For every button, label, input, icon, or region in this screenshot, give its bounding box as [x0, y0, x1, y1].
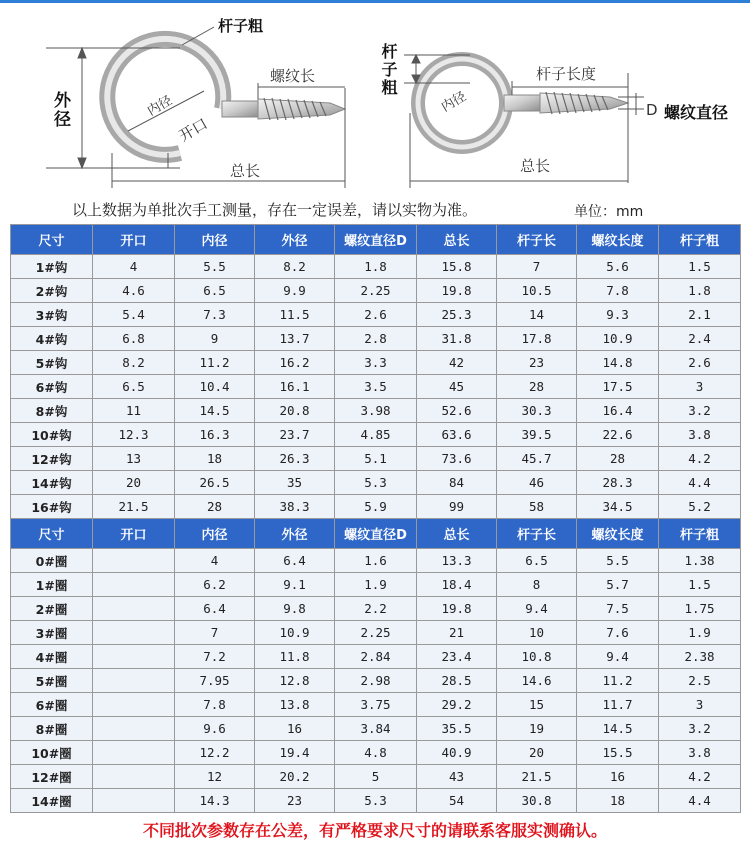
size-cell: 0#圈 [11, 549, 93, 573]
column-header: 尺寸 [11, 225, 93, 255]
value-cell: 3.75 [335, 693, 417, 717]
table-row [11, 399, 741, 423]
value-cell: 21.5 [497, 765, 577, 789]
value-cell [93, 741, 175, 765]
value-cell: 3 [659, 693, 741, 717]
value-cell: 13.3 [417, 549, 497, 573]
size-cell: 8#圈 [11, 717, 93, 741]
value-cell: 29.2 [417, 693, 497, 717]
value-cell: 1.5 [659, 573, 741, 597]
value-cell: 23.4 [417, 645, 497, 669]
value-cell: 18.4 [417, 573, 497, 597]
value-cell: 23.7 [255, 423, 335, 447]
column-header: 总长 [417, 519, 497, 549]
value-cell: 14.6 [497, 669, 577, 693]
value-cell: 52.6 [417, 399, 497, 423]
value-cell: 7.5 [577, 597, 659, 621]
value-cell: 6.4 [175, 597, 255, 621]
value-cell: 3.98 [335, 399, 417, 423]
value-cell: 8 [497, 573, 577, 597]
value-cell: 12.8 [255, 669, 335, 693]
value-cell: 6.4 [255, 549, 335, 573]
value-cell: 13 [93, 447, 175, 471]
value-cell: 5.3 [335, 789, 417, 813]
value-cell: 3.8 [659, 423, 741, 447]
value-cell: 21 [417, 621, 497, 645]
ring-table-body [11, 549, 741, 813]
table-row [11, 717, 741, 741]
value-cell: 5.5 [577, 549, 659, 573]
value-cell: 2.8 [335, 327, 417, 351]
value-cell: 28.3 [577, 471, 659, 495]
value-cell: 4.4 [659, 471, 741, 495]
value-cell: 20.2 [255, 765, 335, 789]
label-total-length-2: 总长 [520, 157, 551, 175]
table-row [11, 693, 741, 717]
label-thread-diameter: 螺纹直径 [664, 103, 729, 122]
value-cell: 34.5 [577, 495, 659, 519]
size-cell: 4#圈 [11, 645, 93, 669]
size-cell: 2#圈 [11, 597, 93, 621]
value-cell [93, 573, 175, 597]
value-cell: 4 [175, 549, 255, 573]
measurement-notice: 以上数据为单批次手工测量，存在一定误差，请以实物为准。 [72, 201, 478, 219]
value-cell: 14 [497, 303, 577, 327]
size-cell: 10#钩 [11, 423, 93, 447]
table-row [11, 573, 741, 597]
value-cell: 19.8 [417, 279, 497, 303]
column-header: 尺寸 [11, 519, 93, 549]
value-cell: 23 [255, 789, 335, 813]
value-cell: 15 [497, 693, 577, 717]
header-row [11, 519, 741, 549]
value-cell: 5.2 [659, 495, 741, 519]
value-cell: 2.98 [335, 669, 417, 693]
column-header: 外径 [255, 519, 335, 549]
value-cell: 1.8 [659, 279, 741, 303]
value-cell: 1.9 [335, 573, 417, 597]
value-cell: 14.8 [577, 351, 659, 375]
value-cell: 11.5 [255, 303, 335, 327]
column-header: 螺纹长度 [577, 225, 659, 255]
size-cell: 10#圈 [11, 741, 93, 765]
value-cell: 22.6 [577, 423, 659, 447]
table-row [11, 645, 741, 669]
label-opening: 开口 [175, 114, 211, 146]
value-cell: 17.5 [577, 375, 659, 399]
table-row [11, 447, 741, 471]
column-header: 螺纹直径D [335, 519, 417, 549]
value-cell: 19 [497, 717, 577, 741]
value-cell: 2.4 [659, 327, 741, 351]
value-cell: 23 [497, 351, 577, 375]
value-cell: 2.6 [659, 351, 741, 375]
value-cell: 2.38 [659, 645, 741, 669]
value-cell: 11.7 [577, 693, 659, 717]
value-cell [93, 549, 175, 573]
value-cell: 45 [417, 375, 497, 399]
value-cell: 28 [175, 495, 255, 519]
value-cell: 10.4 [175, 375, 255, 399]
screw-hook-diagrams [0, 3, 750, 195]
table-row [11, 471, 741, 495]
column-header: 开口 [93, 519, 175, 549]
label-shank-length: 杆子长度 [536, 65, 597, 83]
column-header: 杆子粗 [659, 519, 741, 549]
label-total-length: 总长 [230, 162, 261, 180]
value-cell: 73.6 [417, 447, 497, 471]
dimension-diagram [0, 3, 750, 195]
value-cell: 3.3 [335, 351, 417, 375]
label-inner-diameter: 内径 [144, 93, 176, 120]
value-cell: 1.8 [335, 255, 417, 279]
value-cell: 4.85 [335, 423, 417, 447]
value-cell: 54 [417, 789, 497, 813]
value-cell: 2.25 [335, 279, 417, 303]
label-outer-diameter: 外径 [50, 91, 70, 129]
value-cell: 26.5 [175, 471, 255, 495]
label-inner-diameter-2: 内径 [438, 89, 470, 116]
value-cell: 35 [255, 471, 335, 495]
value-cell: 12.2 [175, 741, 255, 765]
value-cell [93, 597, 175, 621]
value-cell: 14.3 [175, 789, 255, 813]
size-cell: 4#钩 [11, 327, 93, 351]
value-cell: 3.8 [659, 741, 741, 765]
table-row [11, 597, 741, 621]
value-cell: 7.6 [577, 621, 659, 645]
value-cell: 16.1 [255, 375, 335, 399]
value-cell: 2.84 [335, 645, 417, 669]
value-cell: 19.4 [255, 741, 335, 765]
value-cell: 9.4 [497, 597, 577, 621]
value-cell: 84 [417, 471, 497, 495]
value-cell: 2.6 [335, 303, 417, 327]
value-cell: 5 [335, 765, 417, 789]
value-cell: 38.3 [255, 495, 335, 519]
column-header: 螺纹长度 [577, 519, 659, 549]
value-cell: 5.1 [335, 447, 417, 471]
column-header: 杆子粗 [659, 225, 741, 255]
column-header: 开口 [93, 225, 175, 255]
value-cell: 12 [175, 765, 255, 789]
column-header: 内径 [175, 225, 255, 255]
value-cell: 16.3 [175, 423, 255, 447]
value-cell: 43 [417, 765, 497, 789]
table-row [11, 669, 741, 693]
value-cell: 9.6 [175, 717, 255, 741]
value-cell: 6.2 [175, 573, 255, 597]
value-cell: 45.7 [497, 447, 577, 471]
hook-table-header [11, 225, 741, 255]
value-cell: 4.2 [659, 765, 741, 789]
value-cell: 99 [417, 495, 497, 519]
value-cell: 28 [497, 375, 577, 399]
value-cell [93, 717, 175, 741]
value-cell: 16.4 [577, 399, 659, 423]
column-header: 螺纹直径D [335, 225, 417, 255]
unit-label: 单位：mm [574, 204, 644, 220]
value-cell: 9.3 [577, 303, 659, 327]
label-shank-thickness: 杆子粗 [218, 17, 264, 35]
size-cell: 2#钩 [11, 279, 93, 303]
value-cell: 11.8 [255, 645, 335, 669]
size-cell: 5#圈 [11, 669, 93, 693]
value-cell: 3.2 [659, 717, 741, 741]
value-cell: 8.2 [255, 255, 335, 279]
size-cell: 6#钩 [11, 375, 93, 399]
value-cell: 7.8 [175, 693, 255, 717]
value-cell: 63.6 [417, 423, 497, 447]
value-cell: 28.5 [417, 669, 497, 693]
value-cell: 1.6 [335, 549, 417, 573]
value-cell: 3.84 [335, 717, 417, 741]
value-cell: 58 [497, 495, 577, 519]
column-header: 外径 [255, 225, 335, 255]
value-cell: 2.1 [659, 303, 741, 327]
size-cell: 1#圈 [11, 573, 93, 597]
size-cell: 6#圈 [11, 693, 93, 717]
value-cell: 19.8 [417, 597, 497, 621]
value-cell: 18 [175, 447, 255, 471]
value-cell: 20 [93, 471, 175, 495]
value-cell: 1.5 [659, 255, 741, 279]
table-row [11, 789, 741, 813]
value-cell: 9 [175, 327, 255, 351]
value-cell: 4.4 [659, 789, 741, 813]
value-cell: 5.3 [335, 471, 417, 495]
value-cell: 10.5 [497, 279, 577, 303]
value-cell: 16 [255, 717, 335, 741]
size-cell: 8#钩 [11, 399, 93, 423]
table-row [11, 621, 741, 645]
value-cell: 4.2 [659, 447, 741, 471]
ring-table-header [11, 519, 741, 549]
value-cell: 9.9 [255, 279, 335, 303]
spec-table [10, 224, 741, 813]
size-cell: 14#圈 [11, 789, 93, 813]
value-cell: 25.3 [417, 303, 497, 327]
value-cell: 46 [497, 471, 577, 495]
table-row [11, 279, 741, 303]
value-cell: 42 [417, 351, 497, 375]
value-cell: 30.8 [497, 789, 577, 813]
value-cell: 11.2 [577, 669, 659, 693]
value-cell: 10 [497, 621, 577, 645]
value-cell: 11.2 [175, 351, 255, 375]
value-cell: 6.8 [93, 327, 175, 351]
value-cell: 7 [175, 621, 255, 645]
value-cell: 7.2 [175, 645, 255, 669]
value-cell: 1.38 [659, 549, 741, 573]
size-cell: 16#钩 [11, 495, 93, 519]
value-cell: 3.5 [335, 375, 417, 399]
value-cell: 9.4 [577, 645, 659, 669]
table-row [11, 423, 741, 447]
label-shank-thickness-vertical: 杆子粗 [379, 43, 398, 97]
value-cell: 8.2 [93, 351, 175, 375]
value-cell: 1.9 [659, 621, 741, 645]
size-cell: 12#圈 [11, 765, 93, 789]
value-cell: 35.5 [417, 717, 497, 741]
value-cell: 6.5 [175, 279, 255, 303]
size-cell: 5#钩 [11, 351, 93, 375]
value-cell: 2.5 [659, 669, 741, 693]
value-cell: 4.6 [93, 279, 175, 303]
value-cell: 7.95 [175, 669, 255, 693]
screw-hook-drawing [107, 39, 345, 155]
value-cell: 26.3 [255, 447, 335, 471]
value-cell: 5.4 [93, 303, 175, 327]
value-cell: 5.5 [175, 255, 255, 279]
value-cell: 12.3 [93, 423, 175, 447]
value-cell: 39.5 [497, 423, 577, 447]
size-cell: 3#钩 [11, 303, 93, 327]
value-cell [93, 765, 175, 789]
column-header: 总长 [417, 225, 497, 255]
value-cell: 4 [93, 255, 175, 279]
value-cell [93, 645, 175, 669]
value-cell: 7.3 [175, 303, 255, 327]
hook-table-body [11, 255, 741, 519]
value-cell: 6.5 [93, 375, 175, 399]
value-cell: 6.5 [497, 549, 577, 573]
table-row [11, 351, 741, 375]
value-cell [93, 789, 175, 813]
value-cell: 21.5 [93, 495, 175, 519]
value-cell: 15.5 [577, 741, 659, 765]
value-cell: 5.7 [577, 573, 659, 597]
value-cell: 30.3 [497, 399, 577, 423]
header-row [11, 225, 741, 255]
size-cell: 14#钩 [11, 471, 93, 495]
tolerance-warning: 不同批次参数存在公差，有严格要求尺寸的请联系客服实测确认。 [142, 821, 607, 840]
table-row [11, 327, 741, 351]
value-cell: 3 [659, 375, 741, 399]
value-cell: 14.5 [577, 717, 659, 741]
value-cell: 28 [577, 447, 659, 471]
value-cell: 16 [577, 765, 659, 789]
value-cell: 16.2 [255, 351, 335, 375]
value-cell: 10.9 [577, 327, 659, 351]
value-cell: 3.2 [659, 399, 741, 423]
value-cell: 40.9 [417, 741, 497, 765]
table-row [11, 303, 741, 327]
column-header: 杆子长 [497, 519, 577, 549]
value-cell: 7.8 [577, 279, 659, 303]
table-row [11, 549, 741, 573]
label-thread-d-letter: D [646, 101, 658, 119]
value-cell: 31.8 [417, 327, 497, 351]
value-cell: 10.9 [255, 621, 335, 645]
table-row [11, 741, 741, 765]
table-row [11, 375, 741, 399]
value-cell: 5.6 [577, 255, 659, 279]
value-cell: 10.8 [497, 645, 577, 669]
value-cell [93, 621, 175, 645]
value-cell [93, 693, 175, 717]
column-header: 内径 [175, 519, 255, 549]
label-thread-length: 螺纹长 [270, 67, 316, 85]
value-cell: 5.9 [335, 495, 417, 519]
value-cell [93, 669, 175, 693]
value-cell: 13.7 [255, 327, 335, 351]
table-row [11, 765, 741, 789]
value-cell: 2.2 [335, 597, 417, 621]
value-cell: 20 [497, 741, 577, 765]
value-cell: 1.75 [659, 597, 741, 621]
value-cell: 13.8 [255, 693, 335, 717]
value-cell: 4.8 [335, 741, 417, 765]
size-cell: 1#钩 [11, 255, 93, 279]
value-cell: 7 [497, 255, 577, 279]
column-header: 杆子长 [497, 225, 577, 255]
table-row [11, 495, 741, 519]
value-cell: 20.8 [255, 399, 335, 423]
value-cell: 14.5 [175, 399, 255, 423]
value-cell: 15.8 [417, 255, 497, 279]
value-cell: 11 [93, 399, 175, 423]
value-cell: 17.8 [497, 327, 577, 351]
value-cell: 2.25 [335, 621, 417, 645]
value-cell: 18 [577, 789, 659, 813]
value-cell: 9.8 [255, 597, 335, 621]
value-cell: 9.1 [255, 573, 335, 597]
size-cell: 12#钩 [11, 447, 93, 471]
table-row [11, 255, 741, 279]
size-cell: 3#圈 [11, 621, 93, 645]
